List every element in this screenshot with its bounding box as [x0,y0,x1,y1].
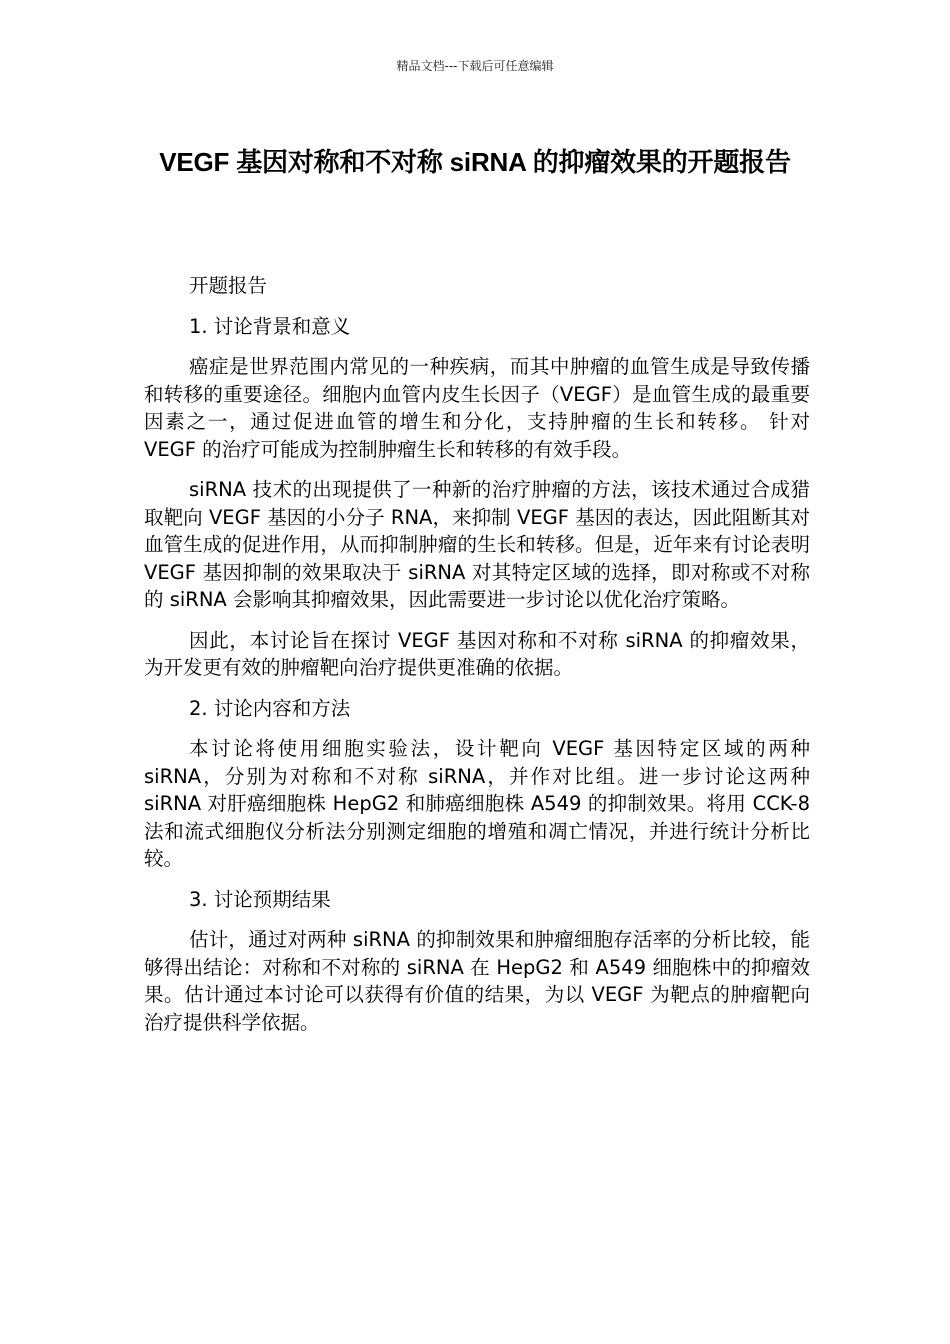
section-1-paragraph-2: siRNA 技术的出现提供了一种新的治疗肿瘤的方法，该技术通过合成猎取靶向 VEGF 基因的小分子 RNA，来抑制 VEGF 基因的表达，因此阻断其对血管生成的促进作用，从而抑制肿瘤的生长和转移。但是，近年来有讨论表明 VEGF 基因抑制的效果取决于 siRNA 对其特定区域的选择，即对称或不对称的 siRNA 会影响其抑瘤效果，因此需要进一步讨论以优化治疗策略。 [144,478,810,611]
section-2-heading: 2. 讨论内容和方法 [189,696,351,720]
section-2-paragraph-1: 本讨论将使用细胞实验法，设计靶向 VEGF 基因特定区域的两种 siRNA，分别为对称和不对称 siRNA，并作对比组。进一步讨论这两种 siRNA 对肝癌细胞株 HepG2 和肺癌细胞株 A549 的抑制效果。将用 CCK-8 法和流式细胞仪分析法分别测定细胞的增殖和凋亡情况，并进行统计分析比较。 [144,737,810,870]
header-note: 精品文档---下载后可任意编辑 [396,59,554,73]
document-body [144,272,810,1036]
section-3-paragraph-1: 估计，通过对两种 siRNA 的抑制效果和肿瘤细胞存活率的分析比较，能够得出结论：对称和不对称的 siRNA 在 HepG2 和 A549 细胞株中的抑瘤效果。估计通过本讨论可以获得有价值的结果，为以 VEGF 为靶点的肿瘤靶向治疗提供科学依据。 [144,928,810,1034]
section-1-paragraph-1: 癌症是世界范围内常见的一种疾病，而其中肿瘤的血管生成是导致传播和转移的重要途径。细胞内血管内皮生长因子（VEGF）是血管生成的最重要因素之一，通过促进血管的增生和分化，支持肿瘤的生长和转移。 针对 VEGF 的治疗可能成为控制肿瘤生长和转移的有效手段。 [144,355,810,461]
section-1-heading: 1. 讨论背景和意义 [189,314,351,338]
document-title: VEGF 基因对称和不对称 siRNA 的抑瘤效果的开题报告 [159,147,791,177]
section-3-heading: 3. 讨论预期结果 [189,887,331,911]
section-1-paragraph-3: 因此，本讨论旨在探讨 VEGF 基因对称和不对称 siRNA 的抑瘤效果，为开发更有效的肿瘤靶向治疗提供更准确的依据。 [144,628,810,679]
intro-heading: 开题报告 [189,274,268,297]
